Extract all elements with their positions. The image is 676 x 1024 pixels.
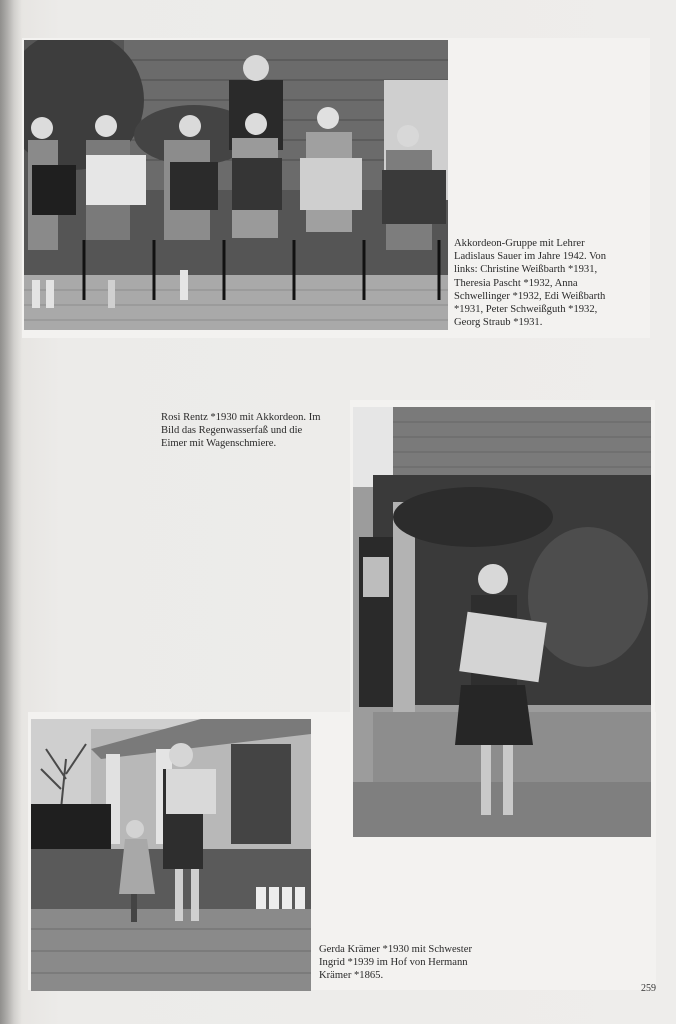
photo-gerda-kraemer <box>31 719 311 991</box>
caption-accordion-group: Akkordeon-Gruppe mit Lehrer Ladislaus Sauer im Jahre 1942. Von links: Christine Weißbarth *1931, Theresia Pascht *1932, Anna Schwellinger *1932, Edi Weißbarth *1931, Peter Schweißguth *1932, Georg Straub *1931. <box>454 238 607 329</box>
caption-gerda-kraemer: Gerda Krämer *1930 mit Schwester Ingrid *1939 im Hof von Hermann Krämer *1865. <box>319 944 472 982</box>
page-number: 259 <box>641 983 656 994</box>
photo-accordion-group-image <box>24 40 448 330</box>
photo-accordion-group <box>24 40 448 330</box>
caption-rosi-rentz: Rosi Rentz *1930 mit Akkordeon. Im Bild das Regenwasserfaß und die Eimer mit Wagenschmiere. <box>161 412 321 450</box>
photo-gerda-kraemer-image <box>31 719 311 991</box>
photo-rosi-rentz-image <box>353 407 651 837</box>
photo-rosi-rentz <box>353 407 651 837</box>
gutter-shadow <box>0 0 22 1024</box>
